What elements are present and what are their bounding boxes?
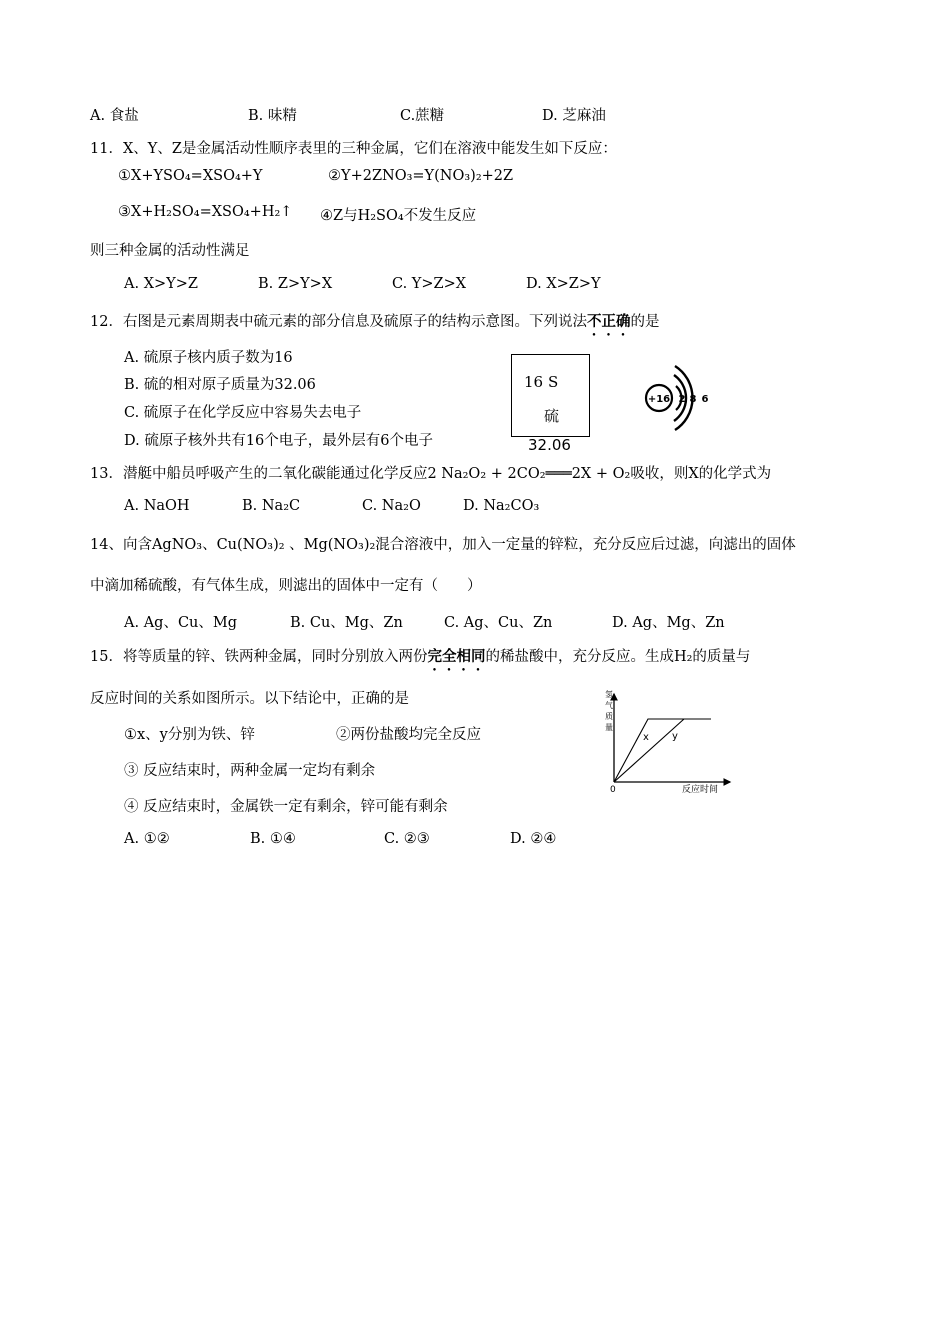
series-x-line [614, 719, 711, 782]
q15-statement-2: ②两份盐酸均完全反应 [336, 727, 481, 743]
y-axis-label-3: 质 [605, 712, 613, 721]
element-mass: 32.06 [528, 436, 571, 454]
q11-option-b: B. Z>Y>X [258, 276, 333, 292]
q15-stem-line-2: 反应时间的关系如图所示。以下结论中，正确的是 [90, 691, 409, 707]
q13-option-d: D. Na₂CO₃ [463, 498, 540, 514]
q11-reaction-2: ②Y+2ZNO₃=Y(NO₃)₂+2Z [328, 168, 514, 184]
q12-emphasis: 不正确 [586, 313, 631, 330]
y-axis-label-1: 氢 [605, 690, 613, 699]
sulfur-atom-diagram [638, 360, 718, 438]
element-symbol: S [548, 373, 559, 391]
shell-3-count: 6 [701, 394, 709, 405]
q12-stem-text: 12．右图是元素周期表中硫元素的部分信息及硫原子的结构示意图。下列说法 [90, 314, 587, 330]
q15-option-b: B. ①④ [250, 831, 296, 847]
q15-stem-text: 15．将等质量的锌、铁两种金属，同时分别放入两份 [90, 649, 428, 665]
q15-option-a: A. ①② [124, 831, 170, 847]
q12-option-d: D. 硫原子核外共有16个电子，最外层有6个电子 [124, 433, 434, 449]
q10-option-c: C.蔗糖 [400, 108, 445, 124]
q14-option-d: D. Ag、Mg、Zn [612, 615, 725, 631]
q15-emphasis: 完全相同 [427, 648, 486, 665]
q14-option-b: B. Cu、Mg、Zn [290, 615, 403, 631]
nucleus-label: +16 [647, 394, 671, 405]
q13-option-a: A. NaOH [124, 498, 190, 514]
y-axis-label-4: 量 [605, 723, 613, 732]
series-x-label: x [643, 732, 649, 743]
q15-stem-end: 的稀盐酸中，充分反应。生成H₂的质量与 [485, 649, 751, 665]
q15-stem-line-1 [90, 645, 750, 674]
q13-option-c: C. Na₂O [362, 498, 421, 514]
q10-option-d: D. 芝麻油 [542, 108, 606, 124]
q12-stem [90, 310, 659, 339]
q15-statement-4: ④ 反应结束时，金属铁一定有剩余，锌可能有剩余 [124, 799, 448, 815]
q11-reaction-4: ④Z与H₂SO₄不发生反应 [320, 208, 477, 224]
y-axis-label-2: 气 [605, 701, 613, 710]
q10-option-a: A. 食盐 [90, 108, 139, 124]
q12-option-a: A. 硫原子核内质子数为16 [124, 350, 293, 366]
series-y-label: y [672, 731, 678, 742]
element-name: 硫 [544, 407, 560, 425]
q13-option-b: B. Na₂C [242, 498, 301, 514]
q12-stem-end: 的是 [630, 314, 660, 330]
shell-2-count: 8 [689, 394, 697, 405]
hydrogen-mass-graph [596, 684, 736, 796]
q11-stem: 11．X、Y、Z是金属活动性顺序表里的三种金属，它们在溶液中能发生如下反应： [90, 141, 617, 157]
q11-option-c: C. Y>Z>X [392, 276, 467, 292]
origin-label: 0 [610, 785, 616, 795]
q15-option-d: D. ②④ [510, 831, 557, 847]
q15-option-c: C. ②③ [384, 831, 430, 847]
q14-stem-line-2: 中滴加稀硫酸，有气体生成，则滤出的固体中一定有（ ） [90, 578, 482, 594]
q12-option-b: B. 硫的相对原子质量为32.06 [124, 377, 316, 393]
q11-reaction-3: ③X+H₂SO₄=XSO₄+H₂↑ [118, 204, 293, 220]
element-number: 16 [524, 373, 544, 391]
q14-stem-line-1: 14、向含AgNO₃、Cu(NO₃)₂ 、Mg(NO₃)₂混合溶液中，加入一定量的锌粒，充分反应后过滤，向滤出的固体 [90, 537, 796, 553]
series-y-line [614, 719, 684, 782]
q15-statement-1: ①x、y分别为铁、锌 [124, 727, 255, 743]
q12-option-c: C. 硫原子在化学反应中容易失去电子 [124, 405, 362, 421]
q15-statement-3: ③ 反应结束时，两种金属一定均有剩余 [124, 763, 376, 779]
q11-option-d: D. X>Z>Y [526, 276, 601, 292]
q14-option-a: A. Ag、Cu、Mg [124, 615, 238, 631]
q10-option-b: B. 味精 [248, 108, 297, 124]
shell-1-count: 2 [678, 394, 686, 405]
x-axis-label: 反应时间 [682, 785, 719, 795]
q11-reaction-1: ①X+YSO₄=XSO₄+Y [118, 168, 263, 184]
q11-option-a: A. X>Y>Z [124, 276, 198, 292]
q11-question: 则三种金属的活动性满足 [90, 243, 250, 259]
q13-stem: 13．潜艇中船员呼吸产生的二氧化碳能通过化学反应2 Na₂O₂ + 2CO₂═══2X + O₂吸收，则X的化学式为 [90, 466, 772, 482]
q14-option-c: C. Ag、Cu、Zn [444, 615, 553, 631]
